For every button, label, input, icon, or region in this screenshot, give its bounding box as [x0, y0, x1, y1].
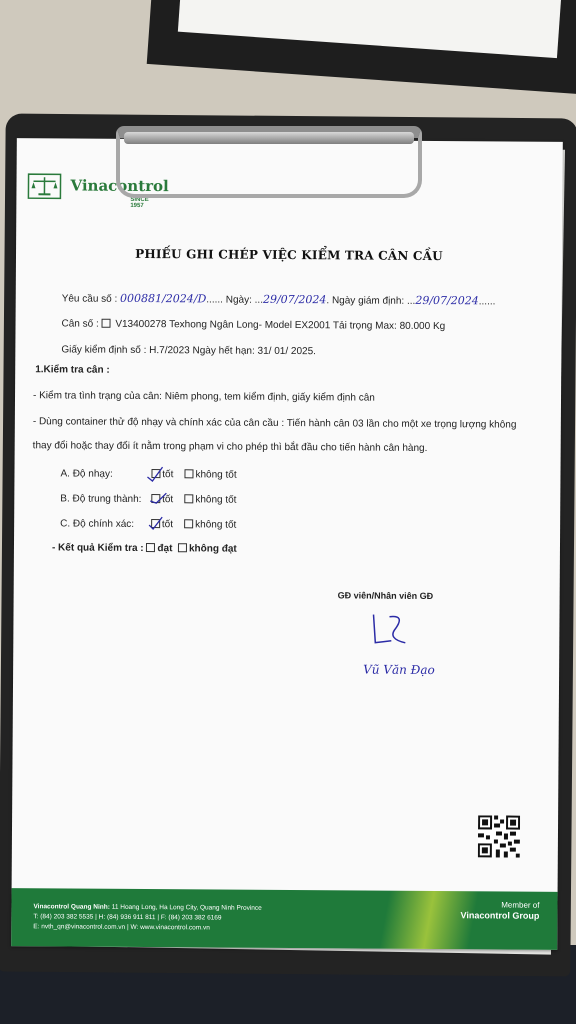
certificate-line: Giấy kiểm định số : H.7/2023 Ngày hết hạn: 31/ 01/ 2025.	[61, 344, 316, 358]
section-heading: 1.Kiểm tra cân :	[35, 364, 110, 376]
scales-icon	[26, 172, 62, 200]
footer-contact	[33, 902, 262, 934]
check-point: - Dùng container thử độ nhạy và chính xác của cân cầu : Tiến hành cân 03 lần cho một xe trọng lượng không	[32, 416, 517, 431]
footer-phones: T: (84) 203 382 5535 | H: (84) 936 911 811 | F: (84) 203 382 6169	[33, 913, 222, 922]
request-number: 000881/2024/D	[120, 291, 207, 306]
criterion-bad: không tốt	[195, 519, 237, 531]
qr-code	[478, 815, 520, 857]
signature-mark	[365, 613, 415, 653]
request-date: 29/07/2024	[262, 292, 327, 307]
signer-role: GĐ viên/Nhân viên GĐ	[337, 590, 434, 602]
scale-line	[61, 318, 445, 332]
inspection-date-label: Ngày giám định:	[331, 295, 408, 307]
member-line2: Vinacontrol Group	[460, 910, 540, 921]
date-label: Ngày:	[225, 294, 255, 306]
document-title: PHIẾU GHI CHÉP VIỆC KIỂM TRA CÂN CẦU	[135, 246, 443, 264]
checkbox-icon	[184, 519, 193, 528]
document-footer	[11, 888, 557, 950]
checkbox-icon	[184, 469, 193, 478]
result-good: đạt	[157, 543, 173, 555]
criterion-label: A. Độ nhạy:	[60, 468, 113, 480]
footer-address: 11 Hoang Long, Ha Long City, Quang Ninh Province	[111, 903, 262, 912]
clip-bar	[124, 132, 414, 144]
inspection-date: 29/07/2024	[415, 293, 479, 308]
criterion-label: B. Độ trung thành:	[60, 493, 142, 505]
criterion-good: tốt	[162, 494, 174, 506]
request-line: Yêu cầu số : 000881/2024/D...... Ngày: ...29/07/2024. Ngày giám định: ...29/07/2024......	[61, 291, 496, 308]
criterion-bad: không tốt	[195, 469, 237, 481]
result-label: - Kết quả Kiểm tra :	[51, 542, 144, 554]
request-label: Yêu cầu số :	[61, 293, 118, 305]
footer-contacts: E: nvth_qn@vinacontrol.com.vn | W: www.vinacontrol.com.vn	[33, 923, 210, 932]
logo-since: SINCE 1957	[130, 196, 149, 209]
criterion-label: C. Độ chính xác:	[60, 518, 135, 530]
check-point: - Kiểm tra tình trạng của cân: Niêm phong, tem kiểm định, giấy kiểm định cân	[32, 390, 375, 404]
member-line1: Member of	[501, 900, 540, 910]
signer-name: Vũ Văn Đạo	[363, 662, 435, 678]
footer-member	[461, 899, 540, 922]
tick-marks	[144, 465, 185, 565]
criterion-bad: không tốt	[195, 494, 237, 506]
company-logo	[26, 172, 169, 212]
scale-info: V13400278 Texhong Ngân Long- Model EX2001 Tải trọng Max: 80.000 Kg	[115, 318, 446, 333]
signature-block	[337, 590, 435, 678]
checkbox-icon	[102, 319, 111, 328]
criterion-good: tốt	[162, 469, 174, 481]
criterion-good: tốt	[161, 519, 174, 531]
check-point: thay đổi hoặc thay đổi ít nằm trong phạm vi cho phép thì bắt đầu cho tiến hành cân hàng.	[32, 440, 428, 454]
checkbox-icon	[184, 494, 193, 503]
inspection-document	[11, 138, 563, 950]
result-bad: không đạt	[188, 543, 237, 555]
footer-company: Vinacontrol Quang Ninh:	[33, 903, 110, 911]
logo-name: Vinacontrol	[70, 176, 169, 196]
scale-label: Cân số :	[61, 318, 99, 330]
